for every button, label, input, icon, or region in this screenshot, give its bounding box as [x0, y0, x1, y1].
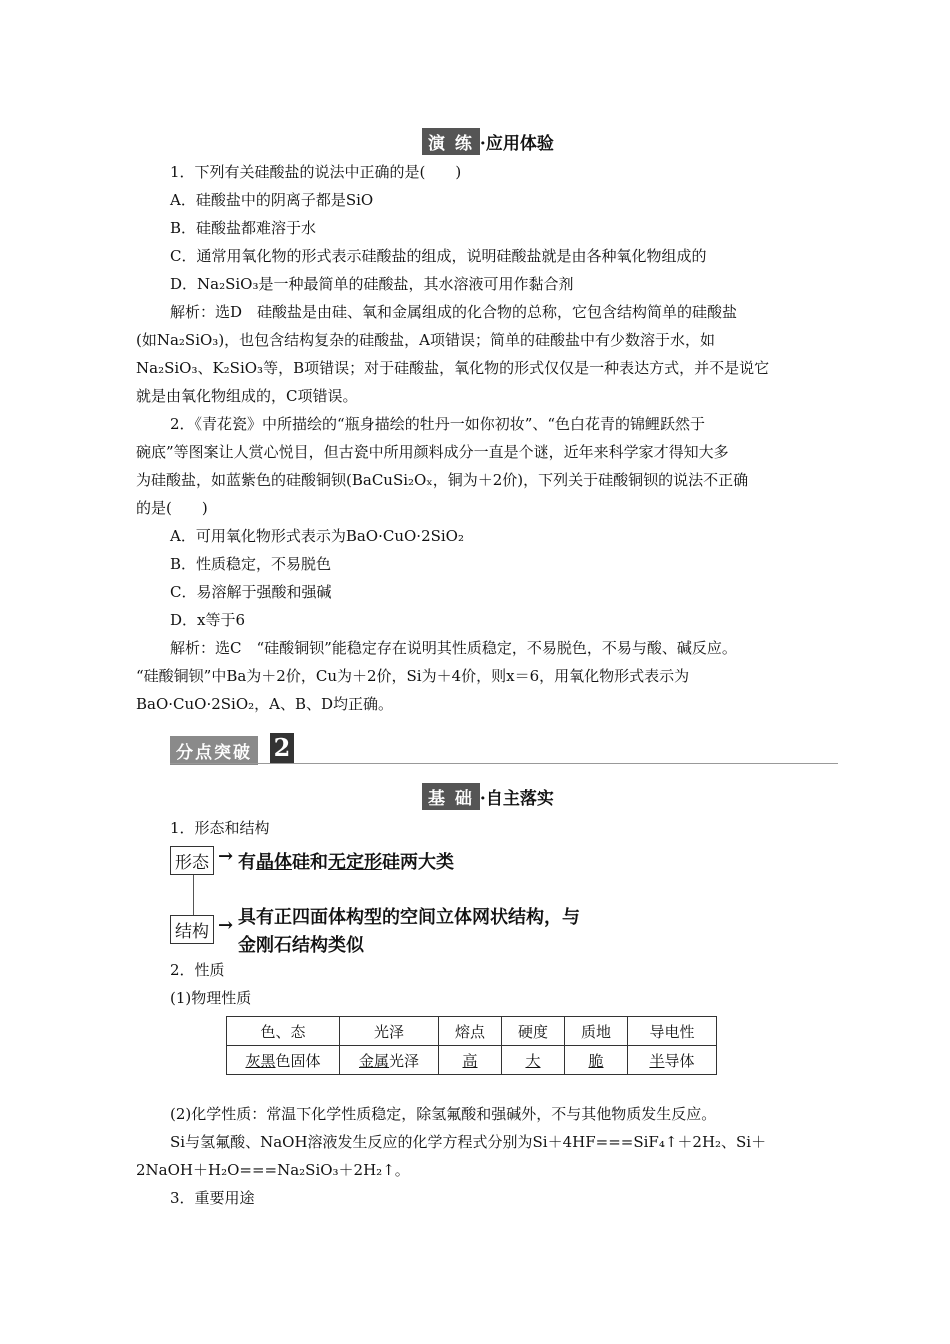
- properties-heading: 2．性质: [170, 961, 225, 979]
- q1-option-b: B．硅酸盐都难溶于水: [170, 219, 317, 237]
- table-cell: 半导体: [628, 1046, 717, 1075]
- q2-analysis-line: 解析：选C “硅酸铜钡”能稳定存在说明其性质稳定，不易脱色，不易与酸、碱反应。: [170, 639, 737, 657]
- table-cell: 大: [502, 1046, 565, 1075]
- uses-heading: 3．重要用途: [170, 1189, 255, 1207]
- q1-analysis-line: Na₂SiO₃、K₂SiO₃等，B项错误；对于硅酸盐，氧化物的形式仅仅是一种表达方式，并不是说它: [136, 359, 770, 377]
- table-header: 导电性: [628, 1017, 717, 1046]
- form-box: 形态: [170, 846, 214, 875]
- section-rule: [170, 763, 838, 764]
- form-text-part: 硅两大类: [382, 852, 454, 873]
- q1-analysis-line: 解析：选D 硅酸盐是由硅、氧和金属组成的化合物的总称，它包含结构简单的硅酸盐: [170, 303, 738, 321]
- section-label: 分点突破: [170, 736, 258, 765]
- basics-title: ·自主落实: [479, 789, 554, 809]
- q2-stem-line: 的是( ): [136, 499, 208, 517]
- table-header: 色、态: [227, 1017, 340, 1046]
- basics-badge: 基 础: [422, 783, 480, 810]
- diagram-connector: [193, 875, 194, 915]
- structure-text-line: 具有正四面体构型的空间立体网状结构，与: [238, 907, 580, 928]
- physical-properties-heading: (1)物理性质: [170, 989, 252, 1007]
- q1-option-a: A．硅酸盐中的阴离子都是SiO: [170, 191, 374, 209]
- form-text-crystal: 晶体: [256, 852, 292, 873]
- physical-properties-table: [226, 1016, 717, 1075]
- q2-stem-line: 碗底”等图案让人赏心悦目，但古瓷中所用颜料成分一直是个谜，近年来科学家才得知大多: [136, 443, 729, 461]
- q2-option-d: D．x等于6: [170, 611, 246, 629]
- table-header: 光泽: [340, 1017, 439, 1046]
- chemical-equation-line: Si与氢氟酸、NaOH溶液发生反应的化学方程式分别为Si＋4HF===SiF₄↑＋2H₂、Si＋: [170, 1133, 767, 1151]
- basics-heading: [422, 783, 554, 810]
- table-header: 熔点: [439, 1017, 502, 1046]
- q2-option-c: C．易溶解于强酸和强碱: [170, 583, 332, 601]
- q2-analysis-line: BaO·CuO·2SiO₂，A、B、D均正确。: [136, 695, 394, 713]
- q1-option-c: C．通常用氧化物的形式表示硅酸盐的组成，说明硅酸盐就是由各种氧化物组成的: [170, 247, 707, 265]
- table-header: 硬度: [502, 1017, 565, 1046]
- table-cell: 高: [439, 1046, 502, 1075]
- practice-title: ·应用体验: [479, 134, 554, 154]
- form-text-part: 有: [238, 852, 256, 873]
- section-number: 2: [270, 733, 294, 763]
- chemical-properties-line: (2)化学性质：常温下化学性质稳定，除氢氟酸和强碱外，不与其他物质发生反应。: [170, 1105, 717, 1123]
- table-header: 质地: [565, 1017, 628, 1046]
- table-cell: 金属光泽: [340, 1046, 439, 1075]
- table-row: [227, 1046, 717, 1075]
- form-text-amorphous: 无定形: [328, 852, 382, 873]
- q2-analysis-line: “硅酸铜钡”中Ba为＋2价，Cu为＋2价，Si为＋4价，则x＝6，用氧化物形式表示为: [136, 667, 690, 685]
- form-structure-heading: 1．形态和结构: [170, 819, 270, 837]
- form-text: [238, 848, 454, 874]
- chemical-equation-line: 2NaOH＋H₂O===Na₂SiO₃＋2H₂↑。: [136, 1161, 410, 1179]
- practice-heading: [422, 128, 554, 155]
- structure-box: 结构: [170, 915, 214, 944]
- table-header-row: [227, 1017, 717, 1046]
- q2-option-a: A．可用氧化物形式表示为BaO·CuO·2SiO₂: [170, 527, 464, 545]
- q1-option-d: D．Na₂SiO₃是一种最简单的硅酸盐，其水溶液可用作黏合剂: [170, 275, 574, 293]
- structure-text-line: 金刚石结构类似: [238, 935, 364, 956]
- q1-stem: 1．下列有关硅酸盐的说法中正确的是( ): [170, 163, 462, 181]
- form-text-part: 硅和: [292, 852, 328, 873]
- q2-stem-line: 2．《青花瓷》中所描绘的“瓶身描绘的牡丹一如你初妆”、“色白花青的锦鲤跃然于: [170, 415, 706, 433]
- practice-badge: 演 练: [422, 128, 480, 155]
- form-arrow: →: [218, 846, 234, 867]
- table-cell: 脆: [565, 1046, 628, 1075]
- section-banner: [170, 733, 838, 763]
- q1-analysis-line: (如Na₂SiO₃)，也包含结构复杂的硅酸盐，A项错误；简单的硅酸盐中有少数溶于水，如: [136, 331, 716, 349]
- q2-option-b: B．性质稳定，不易脱色: [170, 555, 332, 573]
- q2-stem-line: 为硅酸盐，如蓝紫色的硅酸铜钡(BaCuSi₂Oₓ，铜为＋2价)，下列关于硅酸铜钡的说法不正确: [136, 471, 749, 489]
- structure-arrow: →: [218, 915, 234, 936]
- table-cell: 灰黑色固体: [227, 1046, 340, 1075]
- q1-analysis-line: 就是由氧化物组成的，C项错误。: [136, 387, 358, 405]
